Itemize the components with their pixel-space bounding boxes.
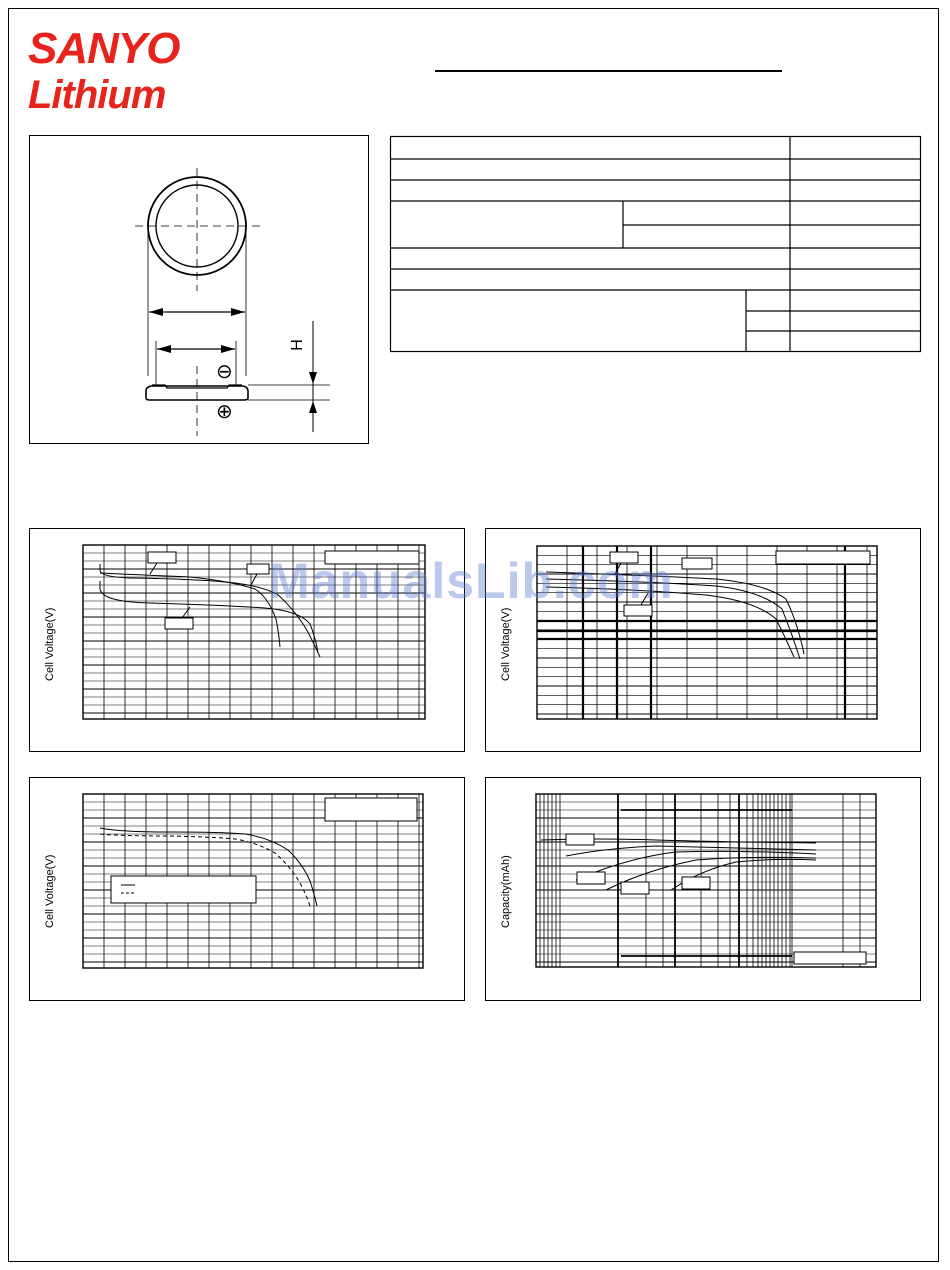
brand-name: SANYO bbox=[28, 24, 180, 73]
discharge-chart-3 bbox=[29, 777, 465, 1001]
chart-3-plot bbox=[30, 778, 466, 1002]
negative-terminal-symbol: ⊖ bbox=[216, 361, 233, 383]
chart-4-plot bbox=[486, 778, 922, 1002]
dimension-drawing bbox=[29, 135, 369, 444]
height-label: H bbox=[288, 339, 306, 351]
product-line: Lithium bbox=[28, 73, 166, 117]
positive-terminal-symbol: ⊕ bbox=[216, 401, 233, 423]
watermark: ManualsLib.com bbox=[268, 553, 674, 609]
chart-2-ylabel: Cell Voltage(V) bbox=[500, 607, 512, 681]
chart-3-legend bbox=[111, 876, 256, 903]
chart-4-curve-1 bbox=[566, 846, 816, 856]
chart-1-curve-2 bbox=[100, 573, 280, 647]
sanyo-lithium-logo bbox=[28, 24, 218, 124]
title-underline bbox=[435, 70, 782, 72]
chart-3-ylabel: Cell Voltage(V) bbox=[44, 854, 56, 928]
specification-table-grid bbox=[390, 136, 921, 352]
chart-1-ylabel: Cell Voltage(V) bbox=[44, 607, 56, 681]
capacity-chart bbox=[485, 777, 921, 1001]
specification-table bbox=[390, 136, 921, 352]
cell-drawing-svg bbox=[30, 136, 370, 445]
chart-4-ylabel: Capacity(mAh) bbox=[500, 855, 512, 928]
